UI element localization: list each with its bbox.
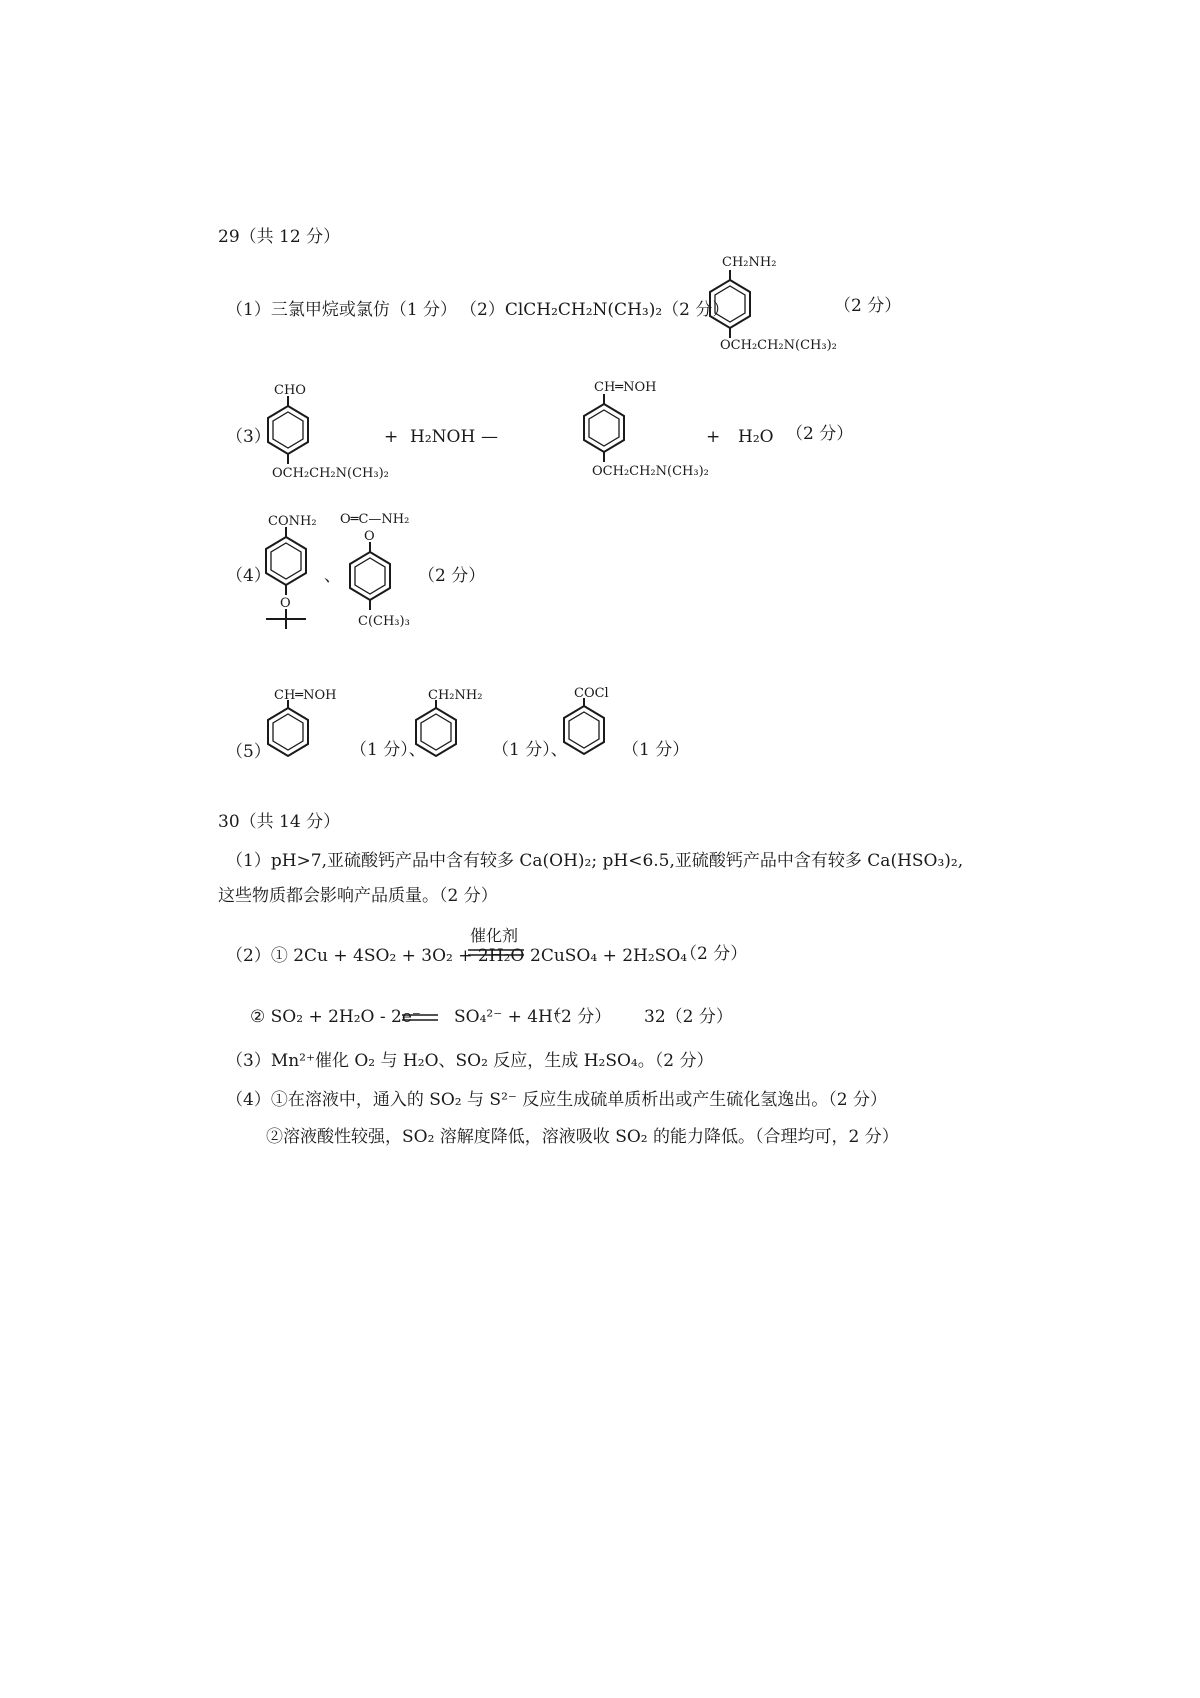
q29-p4-separator: 、: [324, 566, 341, 586]
q29-p4-b-top: O═C—NH₂: [340, 512, 410, 527]
q30-p2b-score: （2 分）: [544, 1007, 612, 1027]
q30-p2-right: 2CuSO₄ + 2H₂SO₄: [530, 946, 688, 966]
q29-p3-water: H₂O: [738, 427, 774, 447]
q29-p4-b-bottom: C(CH₃)₃: [358, 614, 410, 629]
q29-p3-score: （2 分）: [786, 424, 854, 444]
q29-p5-a-top: CH═NOH: [274, 688, 337, 703]
q29-p2-structure-bottom-label: OCH₂CH₂N(CH₃)₂: [720, 338, 837, 353]
q29-p3-product-bottom: OCH₂CH₂N(CH₃)₂: [592, 464, 709, 479]
q29-p5-b-top: CH₂NH₂: [428, 688, 483, 703]
q29-p2-benzene-ring: [700, 270, 760, 340]
q30-title: 30（共 14 分）: [218, 812, 341, 832]
q29-p3-arrow: —: [481, 427, 498, 447]
q30-part1-line1: （1）pH>7,亚硫酸钙产品中含有较多 Ca(OH)₂; pH<6.5,亚硫酸钙产品中含有较多 Ca(HSO₃)₂,: [226, 851, 964, 871]
q30-p2-left: （2）① 2Cu + 4SO₂ + 3O₂ + 2H₂O: [226, 946, 525, 966]
q29-title: 29（共 12 分）: [218, 227, 341, 247]
q29-p3-plus-2: +: [706, 427, 721, 447]
q29-p3-reactant-bottom: OCH₂CH₂N(CH₃)₂: [272, 466, 389, 481]
q29-p3-product-ring: [574, 394, 634, 464]
q29-p4-b-ring: [340, 542, 400, 612]
q30-p2b-right: SO₄²⁻ + 4H⁺: [454, 1007, 562, 1027]
q29-p2b-score: （2 分）: [834, 296, 902, 316]
q30-p2b-extra: 32（2 分）: [644, 1007, 733, 1027]
q29-p4-a-ring: [256, 527, 316, 637]
q29-p3-product-top: CH═NOH: [594, 380, 657, 395]
q29-p5-a-ring: [258, 700, 318, 762]
q29-p5-c-top: COCl: [574, 686, 609, 701]
q30-part4-line2: ②溶液酸性较强，SO₂ 溶解度降低，溶液吸收 SO₂ 的能力降低。（合理均可，2 分）: [266, 1127, 899, 1147]
q30-part3: （3）Mn²⁺催化 O₂ 与 H₂O、SO₂ 反应，生成 H₂SO₄。（2 分）: [226, 1051, 714, 1071]
q29-part1: （1）三氯甲烷或氯仿（1 分）: [226, 300, 458, 320]
q30-p2b-equals: [402, 1013, 438, 1023]
q30-p2-catalyst: 催化剂: [470, 926, 519, 945]
q30-p2-equals: [468, 948, 524, 958]
q30-part1-line2: 这些物质都会影响产品质量。（2 分）: [218, 886, 498, 906]
q30-p2-score: （2 分）: [680, 944, 748, 964]
q29-part4-label: （4）: [226, 566, 271, 586]
q29-p4-a-top: CONH₂: [268, 514, 317, 529]
q29-p5-a-score: （1 分）、: [350, 740, 426, 760]
q29-p4-a-oxygen: O: [280, 596, 291, 611]
q29-part3-label: （3）: [226, 427, 271, 447]
q29-p4-b-oxygen: O: [364, 529, 375, 544]
q29-p5-c-ring: [554, 698, 614, 760]
q30-p2b-left: ② SO₂ + 2H₂O - 2e⁻: [250, 1007, 421, 1027]
q29-p3-reactant-top: CHO: [274, 383, 306, 398]
q29-p5-b-score: （1 分）、: [492, 740, 568, 760]
q29-p3-reagent: H₂NOH: [410, 427, 476, 447]
q29-p3-plus-1: +: [384, 427, 399, 447]
q30-part4-line1: （4）①在溶液中，通入的 SO₂ 与 S²⁻ 反应生成硫单质析出或产生硫化氢逸出。（2 分）: [226, 1090, 887, 1110]
q29-p3-reactant-ring: [258, 396, 318, 466]
q29-part2: （2）ClCH₂CH₂N(CH₃)₂（2 分）: [460, 300, 730, 320]
q29-p2-structure-top-label: CH₂NH₂: [722, 255, 777, 270]
q29-p5-c-score: （1 分）: [622, 740, 690, 760]
q29-p5-b-ring: [406, 700, 466, 762]
q29-p4-score: （2 分）: [418, 566, 486, 586]
q29-part5-label: （5）: [226, 742, 271, 762]
